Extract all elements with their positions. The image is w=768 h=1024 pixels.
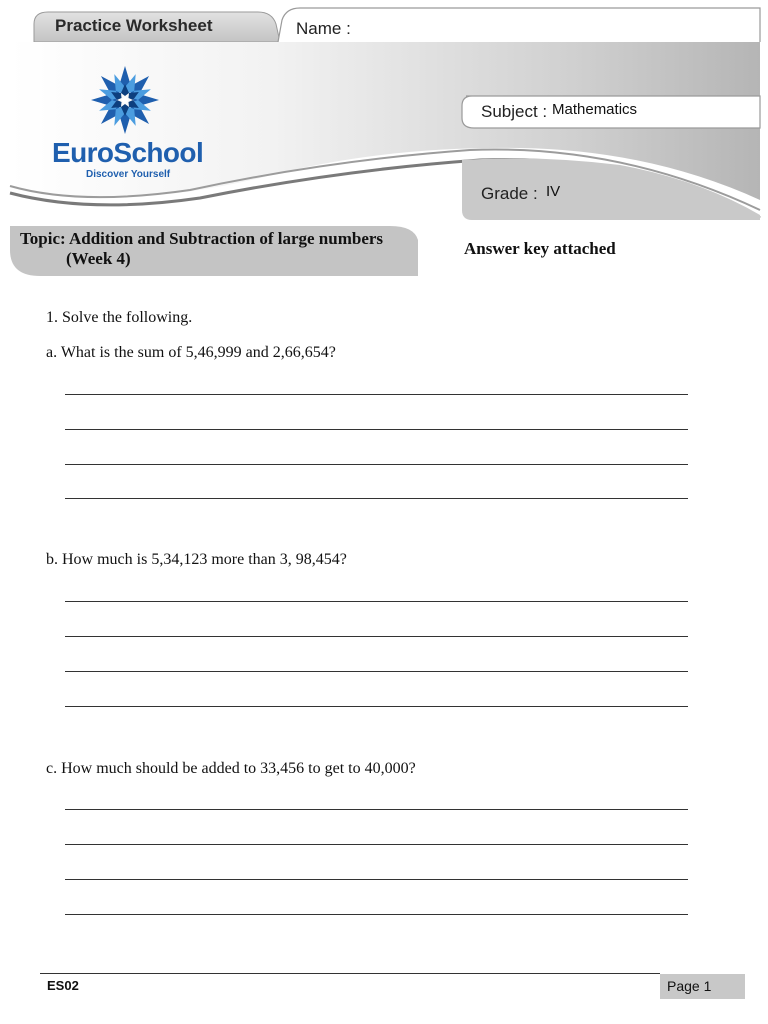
page-number: Page 1 [667,978,712,994]
answer-line[interactable] [65,671,688,672]
star-burst-logo-icon [90,64,160,136]
answer-line[interactable] [65,429,688,430]
answer-line[interactable] [65,879,688,880]
instructions-heading: 1. Solve the following. [46,309,193,326]
footer-divider [40,973,660,974]
answer-key-note: Answer key attached [464,239,616,258]
answer-line[interactable] [65,914,688,915]
answer-line[interactable] [65,601,688,602]
name-field-label: Name : [296,19,351,38]
question-b: b. How much is 5,34,123 more than 3, 98,454? [46,551,347,568]
answer-line[interactable] [65,844,688,845]
answer-line[interactable] [65,636,688,637]
answer-line[interactable] [65,498,688,499]
topic-line-2: (Week 4) [66,249,131,268]
worksheet-title: Practice Worksheet [55,16,213,35]
question-a: a. What is the sum of 5,46,999 and 2,66,654? [46,344,336,361]
answer-line[interactable] [65,394,688,395]
footer-code: ES02 [47,978,79,993]
topic-heading [20,229,383,269]
brand-tagline: Discover Yourself [86,169,171,180]
question-c: c. How much should be added to 33,456 to get to 40,000? [46,760,416,777]
answer-line[interactable] [65,706,688,707]
subject-value: Mathematics [552,101,638,118]
topic-line-1: Topic: Addition and Subtraction of large numbers [20,229,384,248]
answer-line[interactable] [65,809,688,810]
answer-line[interactable] [65,464,688,465]
grade-label: Grade : [481,184,538,203]
brand-name: EuroSchool [52,137,204,168]
subject-label: Subject : [481,102,548,121]
grade-value: IV [546,183,561,200]
